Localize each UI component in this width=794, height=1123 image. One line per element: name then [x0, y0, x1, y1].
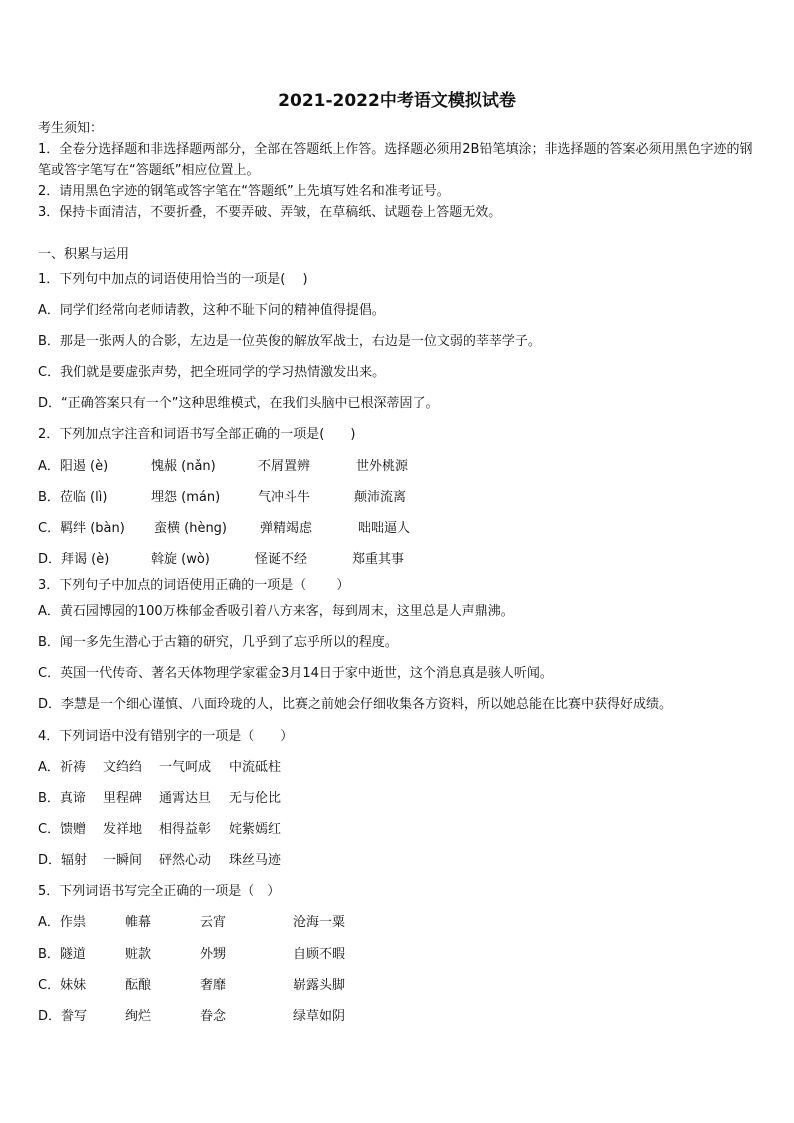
q5-b-3: 外甥	[200, 947, 227, 962]
q4-b-1: B．真谛	[38, 791, 86, 806]
q5-b-1: B．隧道	[38, 947, 86, 962]
section-heading: 一、积累与运用	[38, 247, 130, 262]
q2-a-2: 愧赧 (nǎn)	[151, 459, 216, 474]
q5-a-3: 云宵	[200, 915, 227, 930]
q5-a-2: 帷幕	[125, 915, 152, 930]
q5-d-1: D．誊写	[38, 1009, 88, 1024]
q5-c-1: C．妹妹	[38, 978, 87, 993]
q1-option-a: A．同学们经常向老师请教，这种不耻下问的精神值得提倡。	[38, 303, 385, 318]
q2-c-1: C．羁绊 (bàn)	[38, 521, 125, 536]
q5-c-2: 酝酿	[125, 978, 152, 993]
q4-b-2: 里程碑	[103, 791, 143, 806]
q2-c-4: 咄咄逼人	[358, 521, 411, 536]
notice-heading: 考生须知：	[38, 121, 104, 136]
q5-b-4: 自顾不暇	[293, 947, 346, 962]
q4-stem: 4．下列词语中没有错别字的一项是（ ）	[38, 729, 294, 744]
q2-c-2: 蛮横 (hèng)	[154, 521, 228, 536]
q4-c-4: 姹紫嫣红	[229, 822, 282, 837]
q5-a-1: A．作祟	[38, 915, 86, 930]
q3-option-a: A．黄石园博园的100万株郁金香吸引着八方来客，每到周末，这里总是人声鼎沸。	[38, 604, 514, 619]
q4-a-4: 中流砥柱	[229, 760, 282, 775]
q5-b-2: 赃款	[125, 947, 152, 962]
q5-stem: 5．下列词语书写完全正确的一项是（ ）	[38, 884, 281, 899]
q2-b-3: 气冲斗牛	[258, 490, 311, 505]
q1-option-c: C．我们就是要虚张声势，把全班同学的学习热情激发出来。	[38, 365, 386, 380]
q4-c-1: C．馈赠	[38, 822, 87, 837]
q5-a-4: 沧海一粟	[293, 915, 346, 930]
q2-stem: 2．下列加点字注音和词语书写全部正确的一项是( )	[38, 427, 356, 442]
q2-d-4: 郑重其事	[352, 552, 405, 567]
q4-c-3: 相得益彰	[159, 822, 212, 837]
notice-item-2: 2．请用黑色字迹的钢笔或答字笔在“答题纸”上先填写姓名和准考证号。	[38, 184, 450, 199]
q2-b-1: B．莅临 (lì)	[38, 490, 108, 505]
q2-d-2: 斡旋 (wò)	[151, 552, 210, 567]
notice-item-1: 1．全卷分选择题和非选择题两部分，全部在答题纸上作答。选择题必须用2B铅笔填涂；非选择题的答案必须用黑色字迹的钢笔或答字笔写在“答题纸”相应位置上。	[38, 142, 753, 178]
q1-stem: 1．下列句中加点的词语使用恰当的一项是( )	[38, 272, 308, 287]
q4-c-2: 发祥地	[103, 822, 143, 837]
q4-a-3: 一气呵成	[159, 760, 212, 775]
q2-a-3: 不屑置辨	[258, 459, 311, 474]
q4-d-3: 砰然心动	[159, 853, 212, 868]
q4-d-4: 珠丝马迹	[229, 853, 282, 868]
notice-item-3: 3．保持卡面清洁，不要折叠，不要弄破、弄皱，在草稿纸、试题卷上答题无效。	[38, 205, 502, 220]
q3-option-d: D．李慧是一个细心谨慎、八面玲珑的人，比赛之前她会仔细收集各方资料，所以她总能在比赛中获得好成绩。	[38, 697, 673, 712]
q2-a-1: A．阳遏 (è)	[38, 459, 109, 474]
q2-d-1: D．拜谒 (è)	[38, 552, 110, 567]
q5-c-4: 崭露头脚	[293, 978, 346, 993]
q3-option-b: B．闻一多先生潜心于古籍的研究，几乎到了忘乎所以的程度。	[38, 635, 398, 650]
q4-b-3: 通霄达旦	[159, 791, 212, 806]
q3-option-c: C．英国一代传奇、著名天体物理学家霍金3月14日于家中逝世，这个消息真是骇人听闻。	[38, 666, 553, 681]
q5-d-3: 眷念	[200, 1009, 227, 1024]
q2-c-3: 弹精竭虑	[260, 521, 313, 536]
q3-stem: 3．下列句子中加点的词语使用正确的一项是（ ）	[38, 578, 350, 593]
q1-option-d: D．“正确答案只有一个”这种思维模式，在我们头脑中已根深蒂固了。	[38, 396, 439, 411]
q4-d-1: D．辐射	[38, 853, 88, 868]
exam-title: 2021-2022中考语文模拟试卷	[278, 91, 516, 111]
q4-a-1: A．祈祷	[38, 760, 86, 775]
q5-d-4: 绿草如阴	[293, 1009, 346, 1024]
q1-option-b: B．那是一张两人的合影，左边是一位英俊的解放军战士，右边是一位文弱的莘莘学子。	[38, 334, 541, 349]
q5-d-2: 绚烂	[125, 1009, 152, 1024]
q4-b-4: 无与伦比	[229, 791, 282, 806]
q2-d-3: 怪诞不经	[255, 552, 308, 567]
q5-c-3: 奢靡	[200, 978, 227, 993]
q2-b-2: 埋怨 (mán)	[151, 490, 221, 505]
q4-d-2: 一瞬间	[103, 853, 143, 868]
q2-a-4: 世外桃源	[356, 459, 409, 474]
q4-a-2: 文绉绉	[103, 760, 143, 775]
q2-b-4: 颠沛流离	[354, 490, 407, 505]
